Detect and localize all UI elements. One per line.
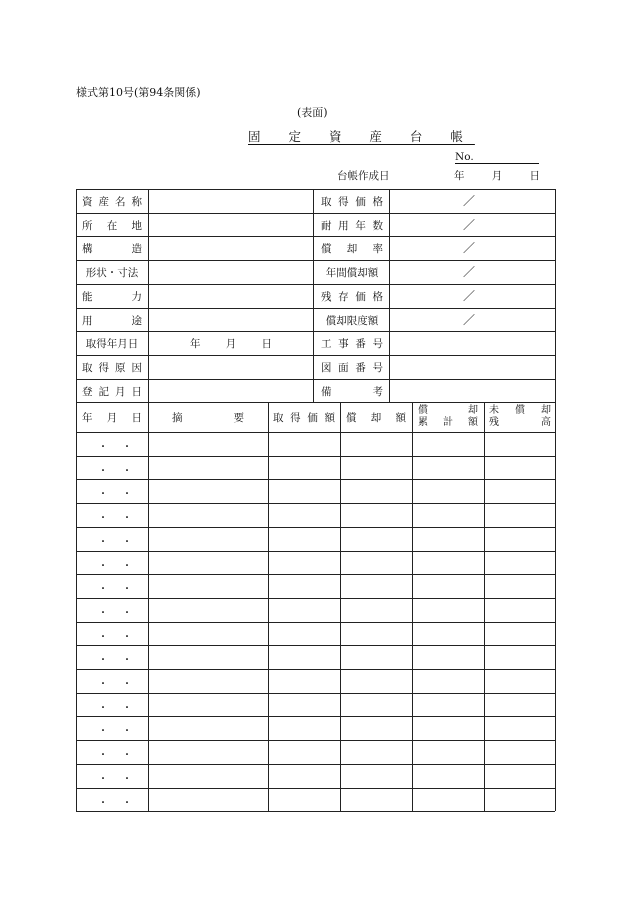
ledger-cell[interactable] bbox=[413, 670, 483, 692]
header-summary-char: 摘 bbox=[172, 411, 183, 424]
field-input-left[interactable] bbox=[149, 285, 312, 307]
ledger-cell[interactable] bbox=[149, 528, 267, 550]
ledger-cell[interactable] bbox=[149, 646, 267, 668]
ledger-cell[interactable] bbox=[413, 623, 483, 645]
ledger-cell[interactable] bbox=[341, 789, 411, 811]
ledger-cell[interactable] bbox=[341, 433, 411, 455]
ledger-cell[interactable] bbox=[269, 741, 339, 763]
ledger-cell[interactable] bbox=[77, 528, 147, 550]
field-input-left[interactable] bbox=[149, 261, 312, 283]
field-label-left-char: 力 bbox=[131, 290, 142, 303]
ledger-cell[interactable] bbox=[485, 552, 554, 574]
field-label-left-char: 所 bbox=[82, 219, 93, 232]
field-label-right bbox=[321, 193, 383, 209]
header-accumulated-char: 却 bbox=[468, 405, 478, 416]
form-number: 様式第10号(第94条関係) bbox=[76, 86, 201, 99]
ledger-row-date-dots: ・・ bbox=[98, 489, 146, 500]
field-label-left-char: 取得年月日 bbox=[85, 337, 139, 350]
field-label-right-char: 格 bbox=[372, 290, 383, 303]
field-label-left bbox=[82, 288, 142, 304]
ledger-cell[interactable] bbox=[77, 765, 147, 787]
side-label: (表面) bbox=[297, 106, 328, 119]
header-accumulated-char: 計 bbox=[443, 417, 453, 428]
field-label-left-char: 産 bbox=[98, 195, 109, 208]
field-label-right-char: 号 bbox=[372, 361, 383, 374]
slash-mark: ／ bbox=[463, 218, 476, 232]
ledger-cell[interactable] bbox=[485, 765, 554, 787]
field-label-right-char: 番 bbox=[355, 361, 366, 374]
ledger-cell[interactable] bbox=[77, 646, 147, 668]
ledger-cell[interactable] bbox=[341, 599, 411, 621]
ledger-cell[interactable] bbox=[149, 552, 267, 574]
ledger-cell[interactable] bbox=[485, 599, 554, 621]
ledger-row-date-dots: ・・ bbox=[98, 513, 146, 524]
ledger-cell[interactable] bbox=[149, 670, 267, 692]
ledger-cell[interactable] bbox=[77, 670, 147, 692]
field-label-right-char: 残 bbox=[321, 290, 332, 303]
ledger-cell[interactable] bbox=[269, 717, 339, 739]
field-label-right-char: 事 bbox=[338, 337, 349, 350]
ledger-cell[interactable] bbox=[77, 694, 147, 716]
ledger-row-date-dots: ・・ bbox=[98, 750, 146, 761]
ledger-cell[interactable] bbox=[269, 457, 339, 479]
field-input-left[interactable] bbox=[149, 237, 312, 259]
header-accumulated-char: 償 bbox=[418, 405, 428, 416]
ledger-cell[interactable] bbox=[77, 623, 147, 645]
ledger-cell[interactable] bbox=[485, 480, 554, 502]
ledger-cell[interactable] bbox=[413, 741, 483, 763]
header-summary-char: 要 bbox=[233, 411, 244, 424]
field-label-right-char: 面 bbox=[338, 361, 349, 374]
header-remaining-char: 未 bbox=[489, 405, 499, 416]
ledger-cell[interactable] bbox=[413, 694, 483, 716]
field-label-right-char: 率 bbox=[372, 242, 383, 255]
ledger-cell[interactable] bbox=[341, 646, 411, 668]
header-date-char: 日 bbox=[131, 411, 142, 424]
field-label-right-char: 図 bbox=[321, 361, 332, 374]
acquire-date-part: 年 bbox=[190, 337, 201, 350]
ledger-row-date-dots: ・・ bbox=[98, 442, 146, 453]
ledger-cell[interactable] bbox=[485, 694, 554, 716]
ledger-cell[interactable] bbox=[413, 717, 483, 739]
ledger-cell[interactable] bbox=[149, 623, 267, 645]
header-remaining bbox=[489, 405, 551, 429]
ledger-cell[interactable] bbox=[149, 741, 267, 763]
header-summary bbox=[172, 409, 244, 425]
ledger-cell[interactable] bbox=[413, 552, 483, 574]
field-label-left-char: 月 bbox=[115, 385, 126, 398]
field-label-left-char: 得 bbox=[98, 361, 109, 374]
number-label: No. bbox=[455, 151, 474, 163]
field-label-right-char: 備 bbox=[321, 385, 332, 398]
field-input-right[interactable] bbox=[390, 380, 554, 402]
header-depreciation bbox=[346, 409, 406, 425]
ledger-cell[interactable] bbox=[413, 575, 483, 597]
header-accumulated-char: 額 bbox=[468, 417, 478, 428]
ledger-cell[interactable] bbox=[149, 789, 267, 811]
field-label-right bbox=[321, 335, 383, 351]
field-label-right-char: 年 bbox=[355, 219, 366, 232]
ledger-cell[interactable] bbox=[269, 552, 339, 574]
header-date bbox=[82, 409, 142, 425]
ledger-cell[interactable] bbox=[413, 789, 483, 811]
ledger-row-date-dots: ・・ bbox=[98, 537, 146, 548]
ledger-cell[interactable] bbox=[149, 504, 267, 526]
ledger-cell[interactable] bbox=[269, 528, 339, 550]
header-acquisition-char: 額 bbox=[324, 411, 335, 424]
field-label-right-char: 考 bbox=[372, 385, 383, 398]
field-label-left-char: 因 bbox=[131, 361, 142, 374]
field-label-right-char: 年間償却額 bbox=[325, 266, 379, 279]
ledger-cell[interactable] bbox=[269, 480, 339, 502]
header-remaining-char: 償 bbox=[515, 405, 525, 416]
field-label-left bbox=[82, 359, 142, 375]
ledger-created-label: 台帳作成日 bbox=[337, 170, 390, 182]
ledger-cell[interactable] bbox=[485, 575, 554, 597]
created-day: 日 bbox=[529, 170, 540, 182]
field-label-left bbox=[82, 264, 142, 280]
ledger-row-date-dots: ・・ bbox=[98, 703, 146, 714]
field-label-right-char: 価 bbox=[355, 195, 366, 208]
field-label-right bbox=[321, 240, 383, 256]
ledger-cell[interactable] bbox=[77, 433, 147, 455]
table-border-bottom bbox=[76, 811, 555, 812]
field-label-left bbox=[82, 383, 142, 399]
field-label-left bbox=[82, 312, 142, 328]
field-label-left bbox=[82, 217, 142, 233]
ledger-cell[interactable] bbox=[269, 575, 339, 597]
field-input-right[interactable] bbox=[390, 332, 554, 354]
ledger-cell[interactable] bbox=[485, 670, 554, 692]
ledger-cell[interactable] bbox=[341, 765, 411, 787]
header-accumulated-line1 bbox=[418, 405, 478, 417]
ledger-cell[interactable] bbox=[341, 504, 411, 526]
field-label-right-char: 償 bbox=[321, 242, 332, 255]
ledger-cell[interactable] bbox=[341, 670, 411, 692]
field-label-left-char: 能 bbox=[82, 290, 93, 303]
field-label-left-char: 原 bbox=[115, 361, 126, 374]
field-label-left-char: 資 bbox=[82, 195, 93, 208]
field-label-right-char: 価 bbox=[355, 290, 366, 303]
ledger-cell[interactable] bbox=[269, 433, 339, 455]
slash-mark: ／ bbox=[463, 265, 476, 279]
ledger-cell[interactable] bbox=[413, 457, 483, 479]
ledger-row-date-dots: ・・ bbox=[98, 679, 146, 690]
ledger-cell[interactable] bbox=[269, 789, 339, 811]
header-remaining-char: 高 bbox=[541, 417, 551, 428]
ledger-row-date-dots: ・・ bbox=[98, 466, 146, 477]
ledger-cell[interactable] bbox=[77, 504, 147, 526]
field-label-right bbox=[321, 264, 383, 280]
field-label-left-char: 構 bbox=[82, 242, 93, 255]
field-label-left-char: 形状・寸法 bbox=[85, 266, 139, 279]
header-remaining-char: 却 bbox=[541, 405, 551, 416]
header-acquisition bbox=[273, 409, 335, 425]
table-border-right bbox=[555, 189, 556, 811]
field-label-left-char: 取 bbox=[82, 361, 93, 374]
ledger-row-date-dots: ・・ bbox=[98, 655, 146, 666]
field-input-left[interactable] bbox=[149, 380, 312, 402]
ledger-cell[interactable] bbox=[77, 552, 147, 574]
ledger-created-date[interactable] bbox=[454, 168, 540, 183]
ledger-cell[interactable] bbox=[269, 646, 339, 668]
ledger-row-date-dots: ・・ bbox=[98, 561, 146, 572]
ledger-cell[interactable] bbox=[77, 717, 147, 739]
field-input-left[interactable] bbox=[149, 190, 312, 212]
ledger-cell[interactable] bbox=[269, 599, 339, 621]
ledger-cell[interactable] bbox=[77, 480, 147, 502]
ledger-cell[interactable] bbox=[485, 741, 554, 763]
ledger-cell[interactable] bbox=[77, 741, 147, 763]
field-input-left[interactable] bbox=[149, 356, 312, 378]
ledger-cell[interactable] bbox=[269, 670, 339, 692]
ledger-cell[interactable] bbox=[149, 433, 267, 455]
field-label-left-char: 記 bbox=[98, 385, 109, 398]
header-depreciation-char: 却 bbox=[370, 411, 382, 424]
ledger-cell[interactable] bbox=[485, 646, 554, 668]
ledger-cell[interactable] bbox=[269, 765, 339, 787]
ledger-cell[interactable] bbox=[77, 789, 147, 811]
header-acquisition-char: 取 bbox=[273, 411, 284, 424]
ledger-cell[interactable] bbox=[341, 480, 411, 502]
acquire-date-parts bbox=[190, 335, 272, 351]
slash-mark: ／ bbox=[463, 313, 476, 327]
header-accumulated-line2 bbox=[418, 417, 478, 429]
ledger-cell[interactable] bbox=[485, 457, 554, 479]
ledger-cell[interactable] bbox=[485, 433, 554, 455]
ledger-cell[interactable] bbox=[413, 433, 483, 455]
slash-mark: ／ bbox=[463, 289, 476, 303]
field-label-left-char: 日 bbox=[131, 385, 142, 398]
field-label-right-char: 格 bbox=[372, 195, 383, 208]
ledger-cell[interactable] bbox=[149, 765, 267, 787]
header-remaining-line2 bbox=[489, 417, 551, 429]
ledger-cell[interactable] bbox=[269, 504, 339, 526]
slash-mark: ／ bbox=[463, 241, 476, 255]
field-input-right[interactable] bbox=[390, 356, 554, 378]
field-label-right bbox=[321, 217, 383, 233]
field-label-left-char: 用 bbox=[82, 314, 93, 327]
header-depreciation-char: 額 bbox=[395, 411, 406, 424]
field-label-right-char: 取 bbox=[321, 195, 332, 208]
field-label-right-char: 存 bbox=[338, 290, 349, 303]
ledger-cell[interactable] bbox=[485, 717, 554, 739]
ledger-cell[interactable] bbox=[149, 599, 267, 621]
ledger-cell[interactable] bbox=[341, 552, 411, 574]
grid-line bbox=[313, 189, 314, 402]
ledger-cell[interactable] bbox=[341, 575, 411, 597]
acquire-date-part: 日 bbox=[261, 337, 272, 350]
field-input-left[interactable] bbox=[149, 309, 312, 331]
ledger-cell[interactable] bbox=[149, 694, 267, 716]
acquire-date-part: 月 bbox=[225, 337, 237, 350]
ledger-cell[interactable] bbox=[413, 765, 483, 787]
header-accumulated-char: 累 bbox=[418, 417, 428, 428]
field-label-right-char: 番 bbox=[355, 337, 366, 350]
field-label-right-char: 用 bbox=[338, 219, 349, 232]
ledger-cell[interactable] bbox=[413, 599, 483, 621]
ledger-cell[interactable] bbox=[485, 789, 554, 811]
ledger-cell[interactable] bbox=[341, 457, 411, 479]
field-label-left-char: 登 bbox=[82, 385, 93, 398]
header-remaining-char: 残 bbox=[489, 417, 499, 428]
field-label-right bbox=[321, 312, 383, 328]
header-acquisition-char: 価 bbox=[307, 411, 318, 424]
ledger-cell[interactable] bbox=[341, 741, 411, 763]
field-label-right bbox=[321, 383, 383, 399]
field-label-left-char: 在 bbox=[106, 219, 118, 232]
field-label-left-char: 地 bbox=[131, 219, 142, 232]
ledger-cell[interactable] bbox=[149, 457, 267, 479]
header-remaining-line1 bbox=[489, 405, 551, 417]
ledger-cell[interactable] bbox=[413, 528, 483, 550]
field-label-right-char: 数 bbox=[372, 219, 383, 232]
field-label-right-char: 工 bbox=[321, 337, 332, 350]
header-acquisition-char: 得 bbox=[290, 411, 301, 424]
created-year: 年 bbox=[454, 170, 465, 182]
number-field-line[interactable] bbox=[455, 163, 539, 164]
field-label-right-char: 号 bbox=[372, 337, 383, 350]
header-depreciation-char: 償 bbox=[346, 411, 357, 424]
ledger-cell[interactable] bbox=[149, 480, 267, 502]
ledger-cell[interactable] bbox=[485, 504, 554, 526]
ledger-row-date-dots: ・・ bbox=[98, 798, 146, 809]
document-title: 固 定 資 産 台 帳 bbox=[248, 129, 475, 144]
ledger-cell[interactable] bbox=[149, 575, 267, 597]
created-month: 月 bbox=[491, 170, 503, 182]
field-label-left-char: 造 bbox=[131, 242, 142, 255]
slash-mark: ／ bbox=[463, 194, 476, 208]
ledger-cell[interactable] bbox=[77, 457, 147, 479]
field-label-right-char: 得 bbox=[338, 195, 349, 208]
ledger-cell[interactable] bbox=[485, 623, 554, 645]
ledger-cell[interactable] bbox=[341, 717, 411, 739]
field-label-right-char: 耐 bbox=[321, 219, 332, 232]
ledger-cell[interactable] bbox=[269, 694, 339, 716]
field-input-left[interactable] bbox=[149, 214, 312, 236]
ledger-cell[interactable] bbox=[413, 504, 483, 526]
field-label-left bbox=[82, 335, 142, 351]
ledger-cell[interactable] bbox=[485, 528, 554, 550]
ledger-cell[interactable] bbox=[149, 717, 267, 739]
ledger-row-date-dots: ・・ bbox=[98, 584, 146, 595]
ledger-row-date-dots: ・・ bbox=[98, 726, 146, 737]
ledger-cell[interactable] bbox=[269, 623, 339, 645]
header-date-char: 月 bbox=[106, 411, 118, 424]
field-label-right bbox=[321, 288, 383, 304]
ledger-cell[interactable] bbox=[77, 575, 147, 597]
field-label-right-char: 却 bbox=[346, 242, 358, 255]
ledger-row-date-dots: ・・ bbox=[98, 632, 146, 643]
ledger-cell[interactable] bbox=[341, 694, 411, 716]
field-label-right bbox=[321, 359, 383, 375]
ledger-cell[interactable] bbox=[413, 480, 483, 502]
field-label-right-char: 償却限度額 bbox=[325, 314, 379, 327]
ledger-cell[interactable] bbox=[77, 599, 147, 621]
header-accumulated bbox=[418, 405, 478, 429]
ledger-cell[interactable] bbox=[341, 623, 411, 645]
ledger-row-date-dots: ・・ bbox=[98, 774, 146, 785]
field-label-left-char: 称 bbox=[131, 195, 142, 208]
field-label-left bbox=[82, 240, 142, 256]
ledger-row-date-dots: ・・ bbox=[98, 608, 146, 619]
ledger-cell[interactable] bbox=[341, 528, 411, 550]
header-date-char: 年 bbox=[82, 411, 93, 424]
ledger-cell[interactable] bbox=[413, 646, 483, 668]
field-label-left-char: 途 bbox=[131, 314, 142, 327]
field-label-left-char: 名 bbox=[115, 195, 126, 208]
field-label-left bbox=[82, 193, 142, 209]
